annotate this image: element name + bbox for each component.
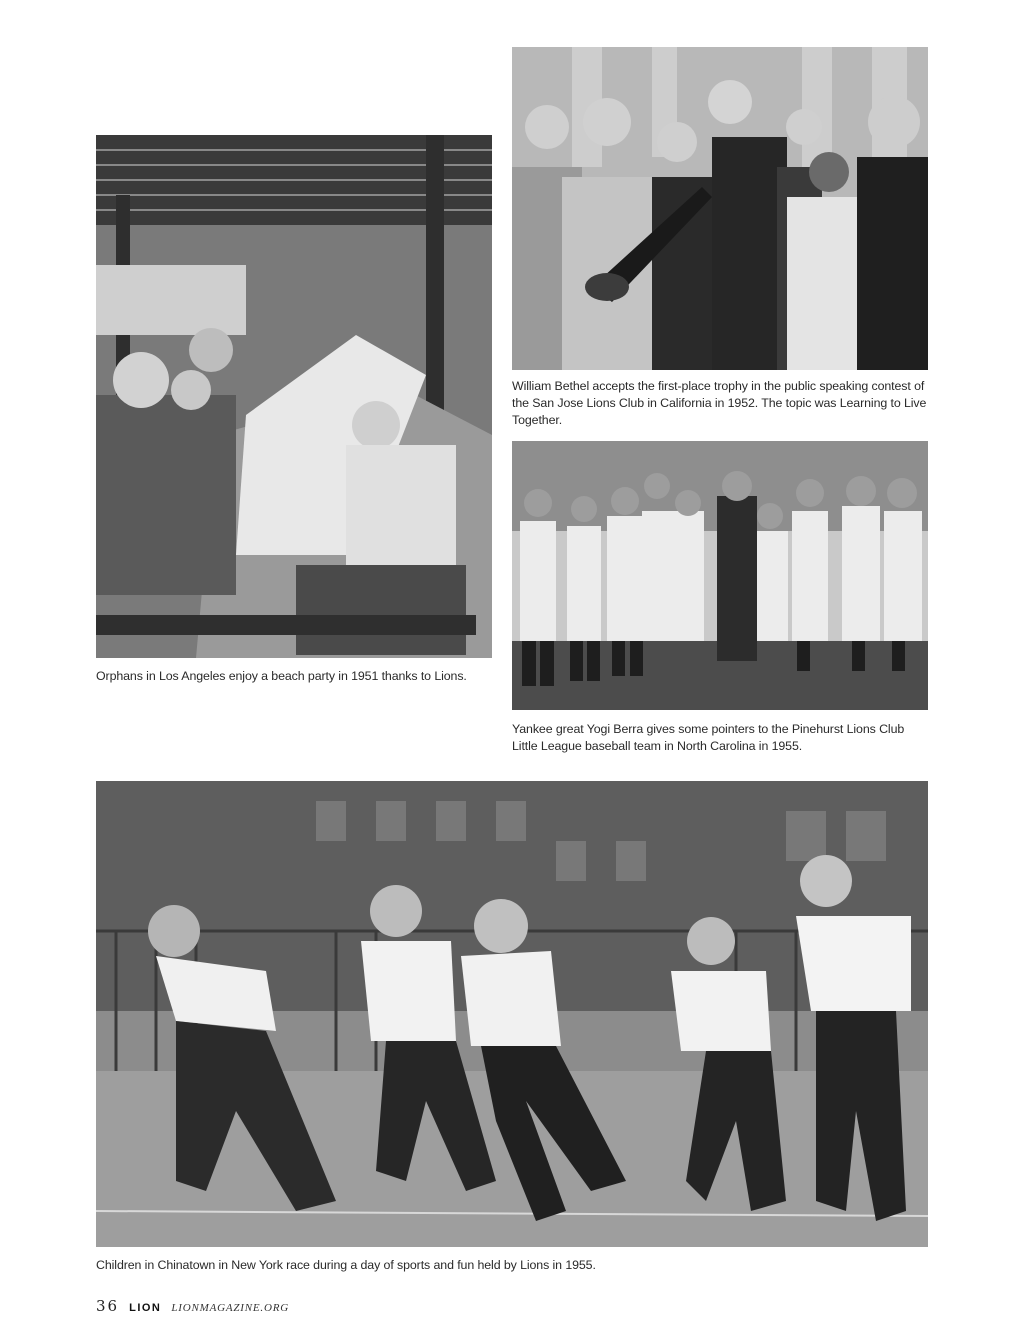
race-photo: [96, 781, 928, 1247]
page-number: 36: [96, 1297, 120, 1315]
page-folio: [96, 1297, 289, 1315]
beach-party-caption: Orphans in Los Angeles enjoy a beach party in 1951 thanks to Lions.: [96, 669, 467, 683]
beach-party-photo: [96, 135, 492, 658]
baseball-caption: Yankee great Yogi Berra gives some pointers to the Pinehurst Lions Club Little League baseball team in North Carolina in 1955.: [512, 722, 905, 753]
trophy-photo: [512, 47, 928, 370]
website-link[interactable]: LIONMAGAZINE.ORG: [171, 1302, 289, 1314]
magazine-name: LION: [129, 1302, 162, 1314]
race-caption: Children in Chinatown in New York race during a day of sports and fun held by Lions in 1955.: [96, 1258, 596, 1272]
baseball-photo: [512, 441, 928, 710]
trophy-caption: William Bethel accepts the first-place trophy in the public speaking contest of the San Jose Lions Club in California in 1952. The topic was Learning to Live Together.: [512, 379, 927, 427]
